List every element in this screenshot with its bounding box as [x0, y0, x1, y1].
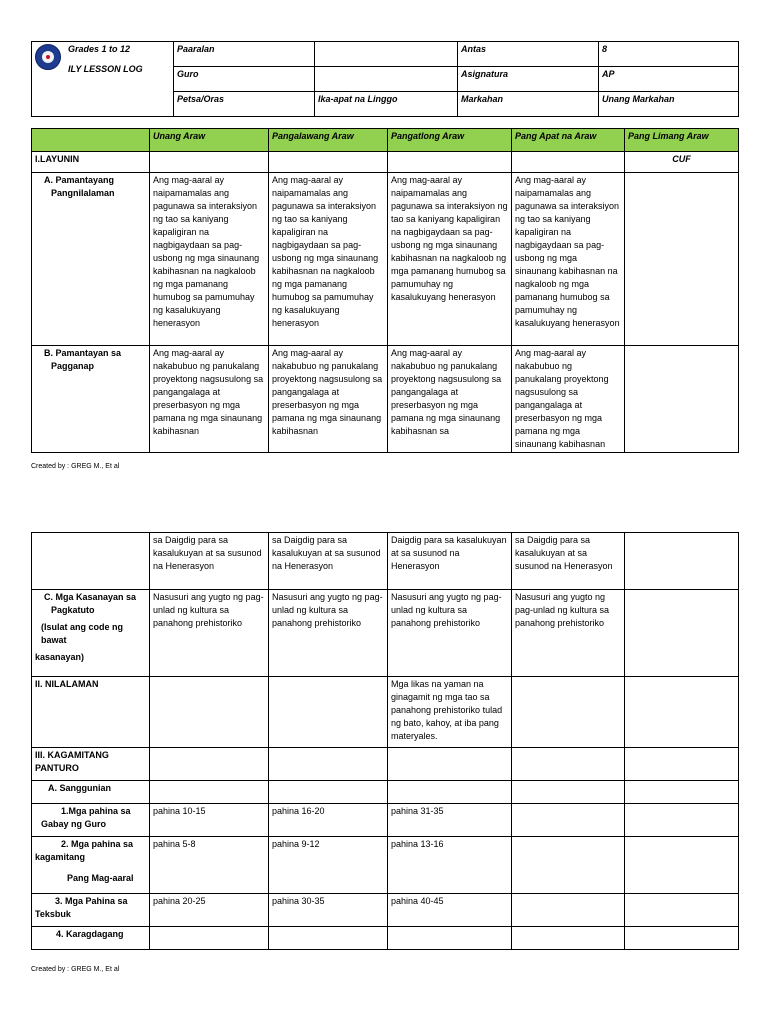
empty-cell — [150, 927, 269, 950]
continuation-cell: Daigdig para sa kasalukuyan at sa susunod na Henerasyon — [388, 533, 512, 590]
label-line: Pang Mag-aaral — [67, 873, 134, 883]
lesson-table-page2 — [31, 532, 739, 950]
days-header-row — [32, 129, 739, 152]
content-standard-cell: Ang mag-aaral ay naipamamalas ang pagunawa sa interaksiyon ng tao sa kaniyang kapaligiran na nagbigaydaan sa pag-usbong ng mga sinaunang kabihasnan na nagkaloob ng mga pamanang humubog sa pamumuhay ng kasalukuyang henerasyon — [512, 173, 625, 346]
lesson-table-page1 — [31, 128, 739, 453]
label-line: C. Mga Kasanayan sa — [44, 592, 137, 602]
performance-standard-cell: Ang mag-aaral ay nakabubuo ng panukalang proyektong nagsusulong sa pangangalaga at preserbasyon ng mga pamana ng mga sinaunang kabihasnan sa — [388, 346, 512, 453]
label-line: Gabay ng Guro — [41, 819, 107, 829]
competency-cell: Nasusuri ang yugto ng pag-unlad ng kultura sa panahong prehistoriko — [388, 590, 512, 677]
page2-footer: Created by : GREG M., Et al — [31, 966, 120, 973]
corner-cell — [32, 129, 150, 152]
deped-seal-icon — [35, 44, 61, 70]
teacher-guide-pages — [512, 804, 625, 837]
date-label: Petsa/Oras — [174, 92, 315, 117]
pamantayan-sa-pagganap-label — [32, 346, 150, 453]
continuation-cell — [625, 533, 739, 590]
teacher-guide-pages: pahina 10-15 — [150, 804, 269, 837]
learner-material-pages — [512, 837, 625, 894]
empty-cell — [269, 781, 388, 804]
empty-cell — [150, 748, 269, 781]
grade-label: Antas — [458, 42, 599, 67]
learner-material-pages: pahina 5-8 — [150, 837, 269, 894]
label-line: kasanayan) — [35, 652, 85, 662]
label-line: 3. Mga Pahina sa — [55, 896, 128, 906]
empty-cell — [625, 927, 739, 950]
empty-cell — [269, 748, 388, 781]
competency-cell — [625, 590, 739, 677]
layunin-cell — [269, 152, 388, 173]
layunin-cell — [512, 152, 625, 173]
quarter-value: Unang Markahan — [599, 92, 739, 117]
subject-value: AP — [599, 67, 739, 92]
textbook-pages — [625, 894, 739, 927]
school-label: Paaralan — [174, 42, 315, 67]
teacher-guide-pages — [625, 804, 739, 837]
kasanayan-label — [32, 590, 150, 677]
header-logo-cell — [32, 42, 174, 117]
content-cell — [625, 677, 739, 748]
empty-cell — [625, 748, 739, 781]
empty-cell — [388, 927, 512, 950]
teacher-label: Guro — [174, 67, 315, 92]
layunin-heading: I.LAYUNIN — [32, 152, 150, 173]
empty-cell — [512, 781, 625, 804]
day-header-2: Pangalawang Araw — [269, 129, 388, 152]
competency-cell: Nasusuri ang yugto ng pag-unlad ng kultura sa panahong prehistoriko — [269, 590, 388, 677]
date-value: Ika-apat na Linggo — [315, 92, 458, 117]
subject-label: Asignatura — [458, 67, 599, 92]
performance-standard-cell: Ang mag-aaral ay nakabubuo ng panukalang proyektong nagsusulong sa pangangalaga at preserbasyon ng mga pamana ng mga sinaunang kabihasnan — [150, 346, 269, 453]
content-standard-cell: Ang mag-aaral ay naipamamalas ang pagunawa sa interaksiyon ng tao sa kaniyang kapaligiran na nagbigaydaan sa pag-usbong ng mga sinaunang kabihasnan na nagkaloob ng mga pamanang humubog sa pamumuhay ng kasalukuyang henerasyon — [150, 173, 269, 346]
day-header-5: Pang Limang Araw — [625, 129, 739, 152]
performance-standard-cell: Ang mag-aaral ay nakabubuo ng panukalang proyektong nagsusulong sa pangangalaga at preserbasyon ng mga pamana ng mga sinaunang kabihasnan — [269, 346, 388, 453]
learner-material-pages — [625, 837, 739, 894]
grade-value: 8 — [599, 42, 739, 67]
learner-material-pages: pahina 9-12 — [269, 837, 388, 894]
competency-cell: Nasusuri ang yugto ng pag-unlad ng kultura sa panahong prehistoriko — [512, 590, 625, 677]
continuation-cell: sa Daigdig para sa kasalukuyan at sa susunod na Henerasyon — [269, 533, 388, 590]
label-line: kagamitang — [35, 852, 86, 862]
content-standard-cell — [625, 173, 739, 346]
continuation-cell: sa Daigdig para sa kasalukuyan at sa susunod na Henerasyon — [512, 533, 625, 590]
label-line: (Isulat ang code ng bawat — [41, 622, 124, 645]
nilalaman-heading: II. NILALAMAN — [32, 677, 150, 748]
content-cell: Mga likas na yaman na ginagamit ng mga tao sa panahong prehistoriko tulad ng bato, kahoy, at iba pang materyales. — [388, 677, 512, 748]
empty-cell — [625, 781, 739, 804]
content-cell — [269, 677, 388, 748]
label-line: 2. Mga pahina sa — [61, 839, 134, 849]
label-line: Teksbuk — [35, 909, 71, 919]
cuf-label: CUF — [625, 152, 739, 173]
pamantayang-pangnilalaman-label — [32, 173, 150, 346]
layunin-cell — [150, 152, 269, 173]
label-line: A. Pamantayang — [44, 175, 115, 185]
continuation-label-cell — [32, 533, 150, 590]
textbook-pages — [512, 894, 625, 927]
content-cell — [150, 677, 269, 748]
page1-footer: Created by : GREG M., Et al — [31, 463, 120, 470]
content-standard-cell: Ang mag-aaral ay naipamamalas ang pagunawa sa interaksiyon ng tao sa kaniyang kapaligiran na nagbigaydaan sa pag-usbong ng mga sinaunang kabihasnan na nagkaloob ng mga pamanang humubog sa pamumuhay ng kasalukuyang henerasyon — [388, 173, 512, 346]
empty-cell — [150, 781, 269, 804]
day-header-1: Unang Araw — [150, 129, 269, 152]
label-line: Pangnilalaman — [51, 188, 115, 198]
learner-material-pages: pahina 13-16 — [388, 837, 512, 894]
competency-cell: Nasusuri ang yugto ng pag-unlad ng kultura sa panahong prehistoriko — [150, 590, 269, 677]
gabay-guro-label — [32, 804, 150, 837]
label-line: Pagkatuto — [51, 605, 95, 615]
day-header-4: Pang Apat na Araw — [512, 129, 625, 152]
textbook-pages: pahina 40-45 — [388, 894, 512, 927]
label-line: 1.Mga pahina sa — [61, 806, 131, 816]
grades-label: Grades 1 to 12 — [68, 44, 131, 54]
teksbuk-label — [32, 894, 150, 927]
empty-cell — [512, 748, 625, 781]
content-standard-cell: Ang mag-aaral ay naipamamalas ang pagunawa sa interaksiyon ng tao sa kaniyang kapaligiran na nagbigaydaan sa pag-usbong ng mga sinaunang kabihasnan na nagkaloob ng mga pamanang humubog sa pamumuhay ng kasalukuyang henerasyon — [269, 173, 388, 346]
textbook-pages: pahina 20-25 — [150, 894, 269, 927]
empty-cell — [269, 927, 388, 950]
layunin-cell — [388, 152, 512, 173]
empty-cell — [388, 781, 512, 804]
label-line: Pagganap — [51, 361, 95, 371]
empty-cell — [512, 927, 625, 950]
content-cell — [512, 677, 625, 748]
kagamitan-heading: III. KAGAMITANG PANTURO — [32, 748, 150, 781]
school-value — [315, 42, 458, 67]
label-line: B. Pamantayan sa — [44, 348, 122, 358]
performance-standard-cell — [625, 346, 739, 453]
quarter-label: Markahan — [458, 92, 599, 117]
empty-cell — [388, 748, 512, 781]
continuation-cell: sa Daigdig para sa kasalukuyan at sa susunod na Henerasyon — [150, 533, 269, 590]
karagdagang-label: 4. Karagdagang — [32, 927, 150, 950]
kagamitang-mag-aaral-label — [32, 837, 150, 894]
teacher-guide-pages: pahina 16-20 — [269, 804, 388, 837]
dll-title: ILY LESSON LOG — [68, 64, 143, 74]
teacher-value — [315, 67, 458, 92]
textbook-pages: pahina 30-35 — [269, 894, 388, 927]
performance-standard-cell: Ang mag-aaral ay nakabubuo ng panukalang proyektong nagsusulong sa pangangalaga at preserbasyon ng mga pamana ng mga sinaunang kabihasnan — [512, 346, 625, 453]
header-table — [31, 41, 739, 117]
day-header-3: Pangatlong Araw — [388, 129, 512, 152]
teacher-guide-pages: pahina 31-35 — [388, 804, 512, 837]
sanggunian-heading: A. Sanggunian — [32, 781, 150, 804]
